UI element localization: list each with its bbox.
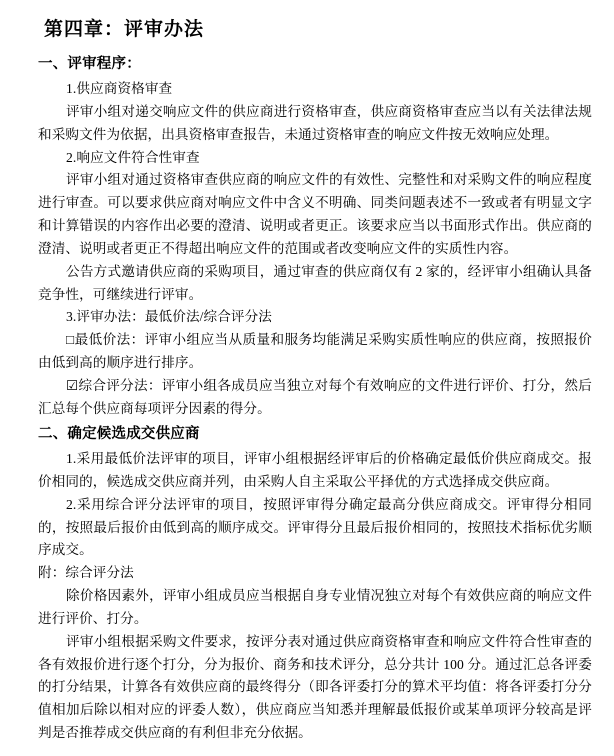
- paragraph-1-3: 2.响应文件符合性审查: [66, 149, 200, 165]
- appendix-label: 附：综合评分法: [38, 565, 134, 581]
- paragraph-2-3: 除价格因素外，评审小组成员应当根据自身专业情况独立对每个有效供应商的响应文件进行评价、打分。: [38, 588, 592, 626]
- paragraph-2-1: 1.采用最低价法评审的项目，评审小组根据经评审后的价格确定最低价供应商成交。报价相同的，候选成交供应商并列，由采购人自主采取公平择优的方式选择成交供应商。: [38, 451, 592, 489]
- page-title: 第四章：评审办法: [44, 19, 205, 40]
- option-comprehensive-scoring-label: 综合评分法：评审小组各成员应当独立对每个有效响应的文件进行评价、打分，然后汇总每个供应商每项评分因素的得分。: [38, 377, 592, 416]
- paragraph-1-4: 评审小组对通过资格审查供应商的响应文件的有效性、完整性和对采购文件的响应程度进行审查。可以要求供应商对响应文件中含义不明确、同类问题表述不一致或者有明显文字和计算错误的内容作出必要的澄清、说明或者更正。该要求应当以书面形式作出。供应商的澄清、说明或者更正不得超出响应文件的范围或者改变响应文件的实质性内容。: [38, 172, 592, 256]
- paragraph-1-5: 公告方式邀请供应商的采购项目，通过审查的供应商仅有 2 家的，经评审小组确认具备竞争性，可继续进行评审。: [38, 263, 592, 302]
- paragraph-1-2: 评审小组对递交响应文件的供应商进行资格审查，供应商资格审查应当以有关法律法规和采购文件为依据，出具资格审查报告，未通过资格审查的响应文件按无效响应处理。: [38, 103, 592, 142]
- option-lowest-price-label: 最低价法：评审小组应当从质量和服务均能满足采购实质性响应的供应商，按照报价由低到高的顺序进行排序。: [38, 332, 592, 371]
- option-comprehensive-scoring[interactable]: [38, 375, 592, 421]
- paragraph-2-4: 评审小组根据采购文件要求，按评分表对通过供应商资格审查和响应文件符合性审查的各有效报价进行逐个打分，分为报价、商务和技术评分，总分共计 100 分。通过汇总各评委的打分结果，计算各有效供应商的最终得分（即各评委打分的算术平均值：将各评委打分分值相加后除以相对应的评委人数），供应商应当知悉并理解最低报价或某单项评分较高是评判是否推荐成交供应商的有利但非充分依据。: [38, 633, 592, 740]
- paragraph-1-1: 1.供应商资格审查: [66, 81, 173, 97]
- checkbox-unchecked-icon[interactable]: □: [66, 332, 75, 348]
- paragraph-2-2: 2.采用综合评分法评审的项目，按照评审得分确定最高分供应商成交。评审得分相同的，按照最后报价由低到高的顺序成交。评审得分且最后报价相同的，按照技术指标优劣顺序成交。: [38, 496, 592, 558]
- option-lowest-price[interactable]: [38, 329, 592, 375]
- paragraph-1-6: 3.评审办法：最低价法/综合评分法: [66, 309, 272, 325]
- section-heading-1: 一、评审程序：: [38, 55, 141, 72]
- checkbox-checked-icon[interactable]: ☑: [66, 377, 79, 393]
- section-heading-2: 二、确定候选成交供应商: [38, 425, 200, 442]
